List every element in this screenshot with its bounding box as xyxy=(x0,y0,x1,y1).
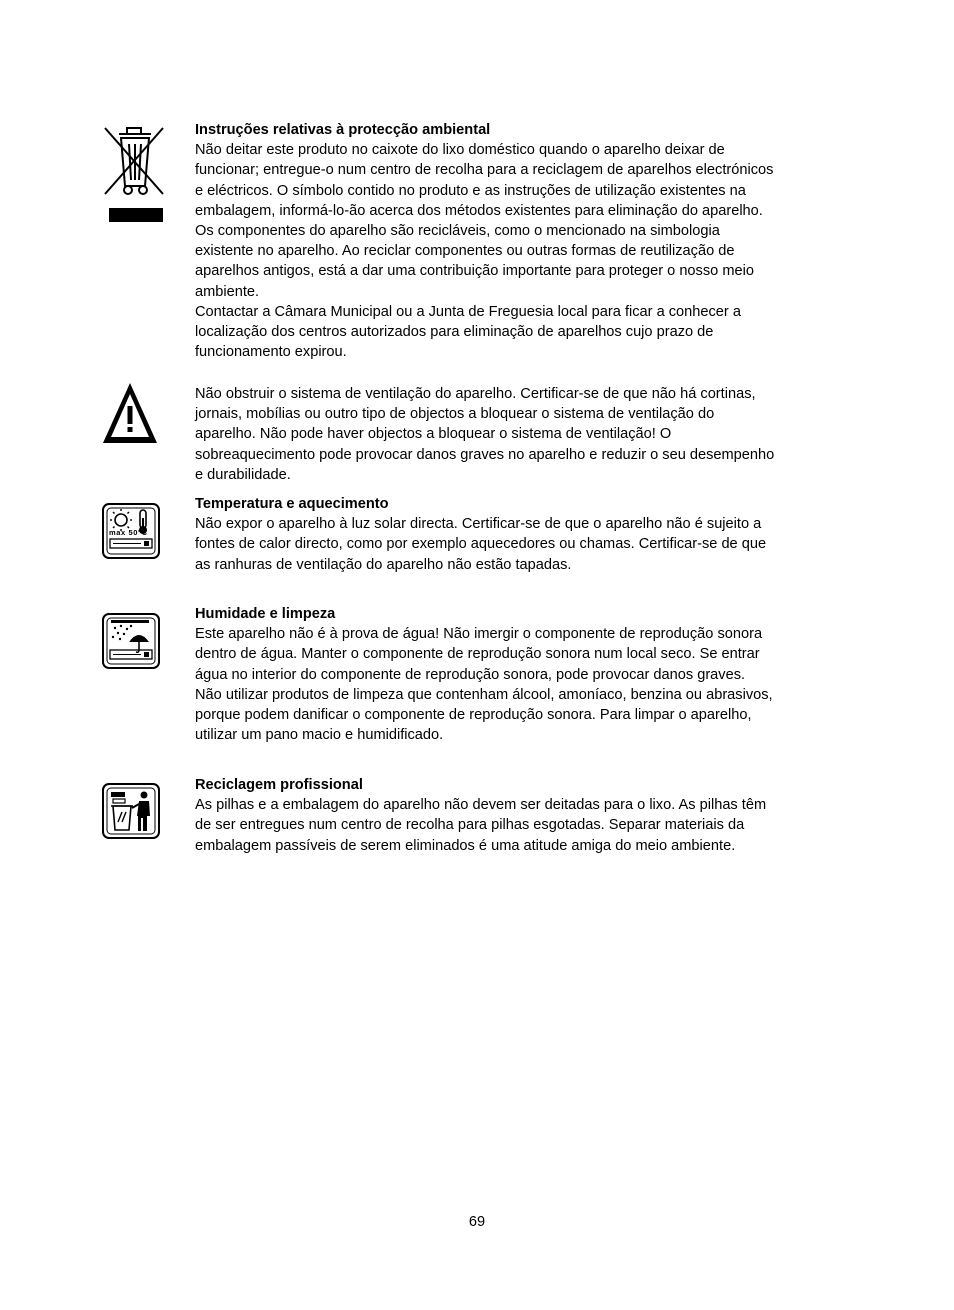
warning-triangle-icon xyxy=(101,380,159,451)
section-body: Este aparelho não é à prova de água! Não imergir o componente de reprodução sonora dentro de água. Manter o componente de reprodução sonora num local seco. Se entrar água no interior do componente de reprodução sonora, pode provocar danos graves. Não utilizar produtos de limpeza que contenham álcool, amoníaco, benzina ou abrasivos, porque podem danificar o componente de reprodução sonora. Para limpar o aparelho, utilizar um pano macio e humidificado. xyxy=(195,626,773,744)
section-body: Não obstruir o sistema de ventilação do aparelho. Certificar-se de que não há cortinas, jornais, mobílias ou outro tipo de objectos a bloquear o sistema de ventilação do aparelho. Não pode haver objectos a bloquear o sistema de ventilação! O sobreaquecimento pode provocar danos graves no aparelho e reduzir o seu desempenho e durabilidade. xyxy=(195,386,775,483)
crossed-bin-icon xyxy=(101,124,167,231)
section-heading: Reciclagem profissional xyxy=(195,777,363,793)
humidity-umbrella-icon xyxy=(101,612,161,675)
section-heading: Humidade e limpeza xyxy=(195,606,336,622)
page-number: 69 xyxy=(468,1214,486,1230)
section-body: As pilhas e a embalagem do aparelho não devem ser deitadas para o lixo. As pilhas têm de ser entregues num centro de recolha para pilhas esgotadas. Separar materiais da embalagem passíveis de serem eliminados é uma atitude amiga do meio ambiente. xyxy=(195,797,767,854)
recycling-disposal-icon xyxy=(101,782,161,845)
temperature-icon-label: max 50°C xyxy=(109,528,148,537)
section-heading: Instruções relativas à protecção ambiental xyxy=(195,122,491,138)
temperature-icon xyxy=(101,502,161,565)
section-body: Não expor o aparelho à luz solar directa. Certificar-se de que o aparelho não é sujeito a fontes de calor directo, como por exemplo aquecedores ou chamas. Certificar-se de que as ranhuras de ventilação do aparelho não estão tapadas. xyxy=(195,516,767,573)
section-heading: Temperatura e aquecimento xyxy=(195,496,389,512)
section-body: Não deitar este produto no caixote do lixo doméstico quando o aparelho deixar de funcionar; entregue-o num centro de recolha para a reciclagem de aparelhos electrónicos e eléctricos. O símbolo contido no produto e as instruções de utilização existentes na embalagem, informá-lo-ão acerca dos métodos existentes para eliminação do aparelho. Os componentes do aparelho são recicláveis, como o mencionado na simbologia existente no aparelho. Ao reciclar componentes ou outras formas de reutilização de aparelhos antigos, está a dar uma contribuição importante para proteger o nosso meio ambiente. Contactar a Câmara Municipal ou a Junta de Freguesia local para ficar a conhecer a localização dos centros autorizados para eliminação de aparelhos cujo prazo de funcionamento expirou. xyxy=(195,142,774,361)
